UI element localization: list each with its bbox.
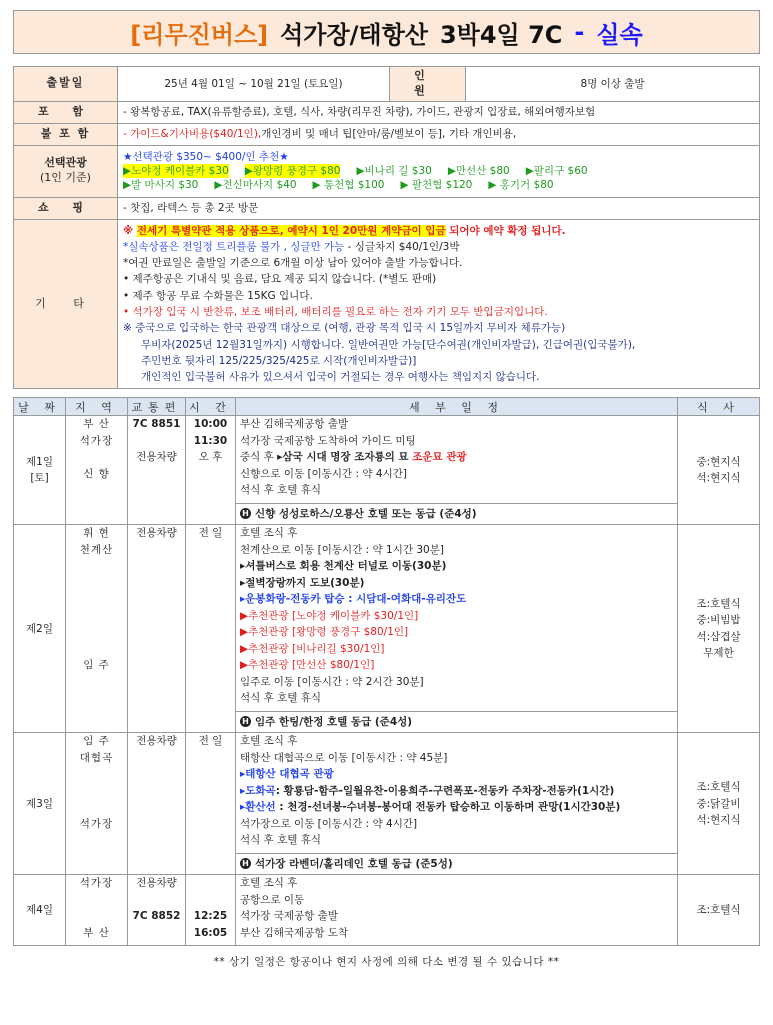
location-name: 천계산 bbox=[79, 543, 114, 556]
schedule-line: ▶추천관광 [노야정 케이블카 $30/1인] bbox=[240, 609, 419, 622]
transport-item: 전용차량 bbox=[136, 451, 177, 464]
schedule-line: ▶추천관광 [만선산 $80/1인] bbox=[240, 659, 375, 672]
meal-cell bbox=[678, 525, 760, 733]
transport-item: 7C 8851 bbox=[132, 418, 181, 431]
schedule-line: 중식 후 ▸삼국 시대 명장 조자룡의 묘 조운묘 관광 bbox=[240, 451, 467, 464]
time-item: 16:05 bbox=[193, 926, 228, 939]
footer-note: ** 상기 일정은 항공이나 현지 사정에 의해 다소 변경 될 수 있습니다 ** bbox=[213, 956, 560, 969]
hotel-icon: H bbox=[240, 508, 251, 519]
option-label-2: (1인 기준) bbox=[40, 171, 91, 185]
itinerary-header-cell: 지 역 bbox=[66, 398, 128, 416]
schedule-cell bbox=[236, 733, 678, 875]
schedule-line: 석식 후 호텔 휴식 bbox=[240, 692, 322, 705]
hotel-icon: H bbox=[240, 858, 251, 869]
location-name bbox=[70, 624, 123, 641]
schedule-line bbox=[240, 783, 673, 800]
itinerary-header-cell: 세 부 일 정 bbox=[236, 398, 678, 416]
transport-item: 전용차량 bbox=[136, 877, 177, 890]
location-name: 휘 현 bbox=[83, 527, 110, 540]
transport-cell bbox=[128, 733, 186, 875]
day-row bbox=[14, 875, 760, 946]
shop-value: - 찻집, 라텍스 등 총 2곳 방문 bbox=[118, 197, 760, 219]
etc-line-2 bbox=[123, 239, 754, 255]
day-row bbox=[14, 525, 760, 733]
location-cell bbox=[66, 525, 128, 733]
time-item: 전 일 bbox=[198, 527, 223, 540]
location-cell bbox=[66, 416, 128, 525]
transport-item: 7C 8852 bbox=[132, 910, 181, 923]
title-sub: 3박4일 7C bbox=[439, 20, 563, 49]
include-label: 포 함 bbox=[14, 101, 118, 123]
day-label: 제3일 bbox=[26, 797, 53, 810]
schedule-line: 태항산 대협곡으로 이동 [이동시간 : 약 45분] bbox=[240, 751, 448, 764]
location-name: 임 주 bbox=[83, 735, 110, 748]
time-item: 전 일 bbox=[198, 735, 223, 748]
option-label-1: 선택관광 bbox=[44, 156, 87, 170]
hotel-line bbox=[236, 853, 677, 875]
schedule-line: ▸운봉화랑-전동카 탑승 : 시담대-여화대-유리잔도 bbox=[240, 593, 467, 606]
schedule-line: 석가장 국제공항 도착하여 가이드 미팅 bbox=[240, 434, 416, 447]
schedule-cell bbox=[236, 416, 678, 525]
etc-line-8: 무비자(2025년 12월31일까지) 시행합니다. 일반여권만 가능[단수여권(개인비자발급), 긴급여권(입국불가), bbox=[141, 338, 636, 351]
depart-label: 출발일 bbox=[14, 67, 118, 102]
location-name: 대협곡 bbox=[79, 751, 114, 764]
exclude-cell bbox=[118, 123, 760, 145]
schedule-line: 부산 김해국제공항 도착 bbox=[240, 926, 349, 939]
location-name bbox=[70, 449, 123, 466]
itinerary-header-cell: 날 짜 bbox=[14, 398, 66, 416]
location-name bbox=[70, 766, 123, 783]
hotel-line bbox=[236, 711, 677, 733]
transport-item: 전용차량 bbox=[136, 527, 177, 540]
title-brand: [리무진버스] bbox=[130, 20, 269, 49]
location-name: 부 산 bbox=[83, 418, 110, 431]
schedule-line: 호텔 조식 후 bbox=[240, 527, 298, 540]
schedule-line: 석식 후 호텔 휴식 bbox=[240, 834, 322, 847]
depart-value: 25년 4월 01일 ~ 10월 21일 (토요일) bbox=[118, 67, 390, 102]
option-item: ▶전신마사지 $40 bbox=[214, 179, 297, 192]
day-cell bbox=[14, 416, 66, 525]
location-name bbox=[70, 608, 123, 625]
option-head: ★선택관광 $350~ $400/인 추천★ bbox=[123, 150, 289, 163]
location-name bbox=[70, 799, 123, 816]
transport-item bbox=[132, 433, 181, 450]
option-item: ▶ 팔천협 $120 bbox=[400, 179, 473, 192]
schedule-highlight: 조운묘 관광 bbox=[412, 451, 467, 464]
etc-l2-rest: - 싱글차지 $40/1인/3박 bbox=[344, 240, 460, 253]
day-label: 제2일 bbox=[26, 622, 53, 635]
exclude-label: 불 포 함 bbox=[14, 123, 118, 145]
meal-cell bbox=[678, 733, 760, 875]
location-name: 신 향 bbox=[83, 467, 110, 480]
shop-label: 쇼 핑 bbox=[14, 197, 118, 219]
time-cell bbox=[186, 416, 236, 525]
etc-line-9: 주민번호 뒷자리 125/225/325/425로 시작(개인비자발급)] bbox=[141, 354, 417, 367]
schedule-line: ▸절벽장랑까지 도보(30분) bbox=[240, 576, 365, 589]
title-dash: - bbox=[574, 18, 585, 46]
title-main: 석가장/태항산 bbox=[280, 20, 428, 49]
hotel-icon: H bbox=[240, 716, 251, 727]
option-item: ▶노야정 케이블카 $30 bbox=[123, 165, 229, 178]
meal-cell bbox=[678, 416, 760, 525]
etc-line-6: • 석가장 입국 시 반찬류, 보조 배터리, 배터리를 필요로 하는 전자 기기 모두 반입금지입니다. bbox=[123, 306, 548, 319]
etc-l1-suffix: 되어야 예약 확정 됩니다. bbox=[445, 224, 566, 237]
info-table bbox=[13, 66, 760, 389]
schedule-line: 석가장으로 이동 [이동시간 : 약 4시간] bbox=[240, 817, 418, 830]
hotel-line bbox=[236, 503, 677, 525]
meal-item: 조:호텔식 bbox=[696, 904, 741, 917]
transport-item: 전용차량 bbox=[136, 735, 177, 748]
etc-l1-prefix: ※ bbox=[123, 224, 137, 237]
location-name bbox=[70, 908, 123, 925]
day-cell bbox=[14, 525, 66, 733]
transport-cell bbox=[128, 416, 186, 525]
etc-line-1 bbox=[123, 223, 754, 239]
schedule-line: 석식 후 호텔 휴식 bbox=[240, 484, 322, 497]
meal-item: 조:호텔식 bbox=[696, 781, 741, 794]
option-row-2 bbox=[123, 178, 754, 192]
day-sub: [토] bbox=[30, 472, 49, 485]
itinerary-table bbox=[13, 397, 760, 946]
location-name bbox=[70, 641, 123, 658]
schedule-line: 공항으로 이동 bbox=[240, 893, 305, 906]
etc-line-3: *여권 만료일은 출발일 기준으로 6개월 이상 남아 있어야 출발 가능합니다. bbox=[123, 257, 463, 270]
time-item: 오 후 bbox=[198, 451, 223, 464]
pax-value: 8명 이상 출발 bbox=[466, 67, 760, 102]
meal-item: 석:현지식 bbox=[696, 472, 741, 485]
schedule-line: 석가장 국제공항 출발 bbox=[240, 910, 338, 923]
schedule-line: ▸셔틀버스로 회용 천계산 터널로 이동(30분) bbox=[240, 560, 447, 573]
transport-cell bbox=[128, 875, 186, 946]
etc-label: 기 타 bbox=[14, 219, 118, 389]
day-label: 제1일 bbox=[26, 455, 53, 468]
schedule-line: 임주로 이동 [이동시간 : 약 2시간 30분] bbox=[240, 675, 424, 688]
meal-item: 조:호텔식 bbox=[696, 597, 741, 610]
hotel-name: 석가장 라벤더/홀리데인 호텔 동급 (준5성) bbox=[255, 857, 453, 870]
etc-cell bbox=[118, 219, 760, 389]
option-item: ▶팔리구 $60 bbox=[525, 165, 588, 178]
etc-line-5: • 제주 항공 무료 수화물은 15KG 입니다. bbox=[123, 289, 313, 302]
hotel-name: 신향 성성로하스/오룡산 호텔 또는 동급 (준4성) bbox=[255, 507, 477, 520]
location-name: 석가장 bbox=[79, 817, 114, 830]
time-item bbox=[190, 875, 231, 892]
option-label bbox=[14, 145, 118, 197]
location-name: 부 산 bbox=[83, 926, 110, 939]
meal-item: 석:삼겹살 bbox=[696, 630, 741, 643]
etc-l1-highlight: 전세기 특별약관 적용 상품으로, 예약시 1인 20만원 계약금이 입금 bbox=[136, 224, 446, 237]
option-row-1 bbox=[123, 164, 754, 178]
etc-line-7: ※ 중국으로 입국하는 한국 관광객 대상으로 (여행, 관광 목적 입국 시 15일까지 무비자 체류가능) bbox=[123, 322, 566, 335]
title-tag: 실속 bbox=[596, 20, 643, 49]
itinerary-header-cell: 교통편 bbox=[128, 398, 186, 416]
schedule-highlight: ▸환산선 bbox=[240, 801, 280, 814]
transport-cell bbox=[128, 525, 186, 733]
exclude-red: - 가이드&기사비용($40/1인), bbox=[123, 128, 262, 141]
location-cell bbox=[66, 733, 128, 875]
transport-item bbox=[132, 892, 181, 909]
option-cell bbox=[118, 145, 760, 197]
schedule-line: ▶추천관광 [왕망령 풍경구 $80/1인] bbox=[240, 626, 409, 639]
day-label: 제4일 bbox=[26, 904, 53, 917]
location-name bbox=[70, 892, 123, 909]
time-item bbox=[190, 892, 231, 909]
schedule-line: ▸태항산 대협곡 관광 bbox=[240, 768, 334, 781]
location-name: 석가장 bbox=[79, 877, 114, 890]
schedule-line: 호텔 조식 후 bbox=[240, 735, 298, 748]
hotel-name: 임주 한팅/한정 호텔 동급 (준4성) bbox=[255, 715, 413, 728]
exclude-rest: 개인경비 및 매너 팁[안마/룸/벨보이 등], 기타 개인비용, bbox=[261, 128, 517, 141]
time-cell bbox=[186, 733, 236, 875]
meal-cell bbox=[678, 875, 760, 946]
location-cell bbox=[66, 875, 128, 946]
itinerary-header-row bbox=[14, 398, 760, 416]
schedule-text: : 황룡담-함주-일월유찬-이용희주-구련폭포-전동카 주차장-전동카(1시간) bbox=[275, 784, 615, 797]
itinerary-header-cell: 시 간 bbox=[186, 398, 236, 416]
day-cell bbox=[14, 875, 66, 946]
location-name bbox=[70, 783, 123, 800]
include-value: - 왕복항공료, TAX(유류할증료), 호텔, 식사, 차량(리무진 차량), 가이드, 관광지 입장료, 해외여행자보험 bbox=[118, 101, 760, 123]
etc-l2-blue: *실속상품은 전일정 트리플룸 불가 , 싱글만 가능 bbox=[123, 240, 345, 253]
time-item: 10:00 bbox=[193, 418, 228, 431]
time-item: 12:25 bbox=[193, 910, 228, 923]
itinerary-body bbox=[14, 416, 760, 946]
meal-item: 무제한 bbox=[703, 647, 734, 660]
day-row bbox=[14, 733, 760, 875]
schedule-cell bbox=[236, 525, 678, 733]
pax-label: 인 원 bbox=[390, 67, 466, 102]
time-cell bbox=[186, 525, 236, 733]
meal-item: 중:비빔밥 bbox=[696, 614, 741, 627]
schedule-line: 천계산으로 이동 [이동시간 : 약 1시간 30분] bbox=[240, 543, 444, 556]
option-item: ▶왕망령 풍경구 $80 bbox=[244, 165, 341, 178]
day-cell bbox=[14, 733, 66, 875]
schedule-highlight: ▸도화곡 bbox=[240, 784, 276, 797]
etc-line-10: 개인적인 입국불허 사유가 있으셔서 입국이 거절되는 경우 여행사는 책임지지 않습니다. bbox=[141, 371, 540, 384]
day-row bbox=[14, 416, 760, 525]
title-bar bbox=[13, 10, 760, 54]
time-cell bbox=[186, 875, 236, 946]
meal-item: 석:현지식 bbox=[696, 814, 741, 827]
itinerary-header-cell: 식 사 bbox=[678, 398, 760, 416]
time-item: 11:30 bbox=[193, 434, 228, 447]
location-name bbox=[70, 591, 123, 608]
location-name bbox=[70, 558, 123, 575]
schedule-line: 호텔 조식 후 bbox=[240, 877, 298, 890]
location-name bbox=[70, 575, 123, 592]
meal-item: 중:현지식 bbox=[696, 455, 741, 468]
location-name: 임 주 bbox=[83, 659, 110, 672]
option-item: ▶만선산 $80 bbox=[447, 165, 510, 178]
option-item: ▶ 통천협 $100 bbox=[312, 179, 385, 192]
option-item: ▶발 마사지 $30 bbox=[123, 179, 199, 192]
schedule-cell bbox=[236, 875, 678, 946]
option-item: ▶ 홍기거 $80 bbox=[488, 179, 554, 192]
schedule-line: 신향으로 이동 [이동시간 : 약 4시간] bbox=[240, 467, 407, 480]
schedule-text: : 천경-선녀봉-수녀봉-봉어대 전동카 탑승하고 이동하며 관망(1시간30분) bbox=[279, 801, 621, 814]
schedule-line bbox=[240, 799, 673, 816]
schedule-line: 부산 김해국제공항 출발 bbox=[240, 418, 349, 431]
schedule-line: ▶추천관광 [비나리길 $30/1인] bbox=[240, 642, 385, 655]
etc-line-4: • 제주항공은 기내식 및 음료, 담요 제공 되지 않습니다. (*별도 판매) bbox=[123, 273, 437, 286]
meal-item: 중:닭갈비 bbox=[696, 797, 741, 810]
schedule-highlight: ▸삼국 시대 명장 조자룡의 묘 bbox=[277, 451, 413, 464]
option-item: ▶비나리 길 $30 bbox=[356, 165, 432, 178]
location-name: 석가장 bbox=[79, 434, 114, 447]
